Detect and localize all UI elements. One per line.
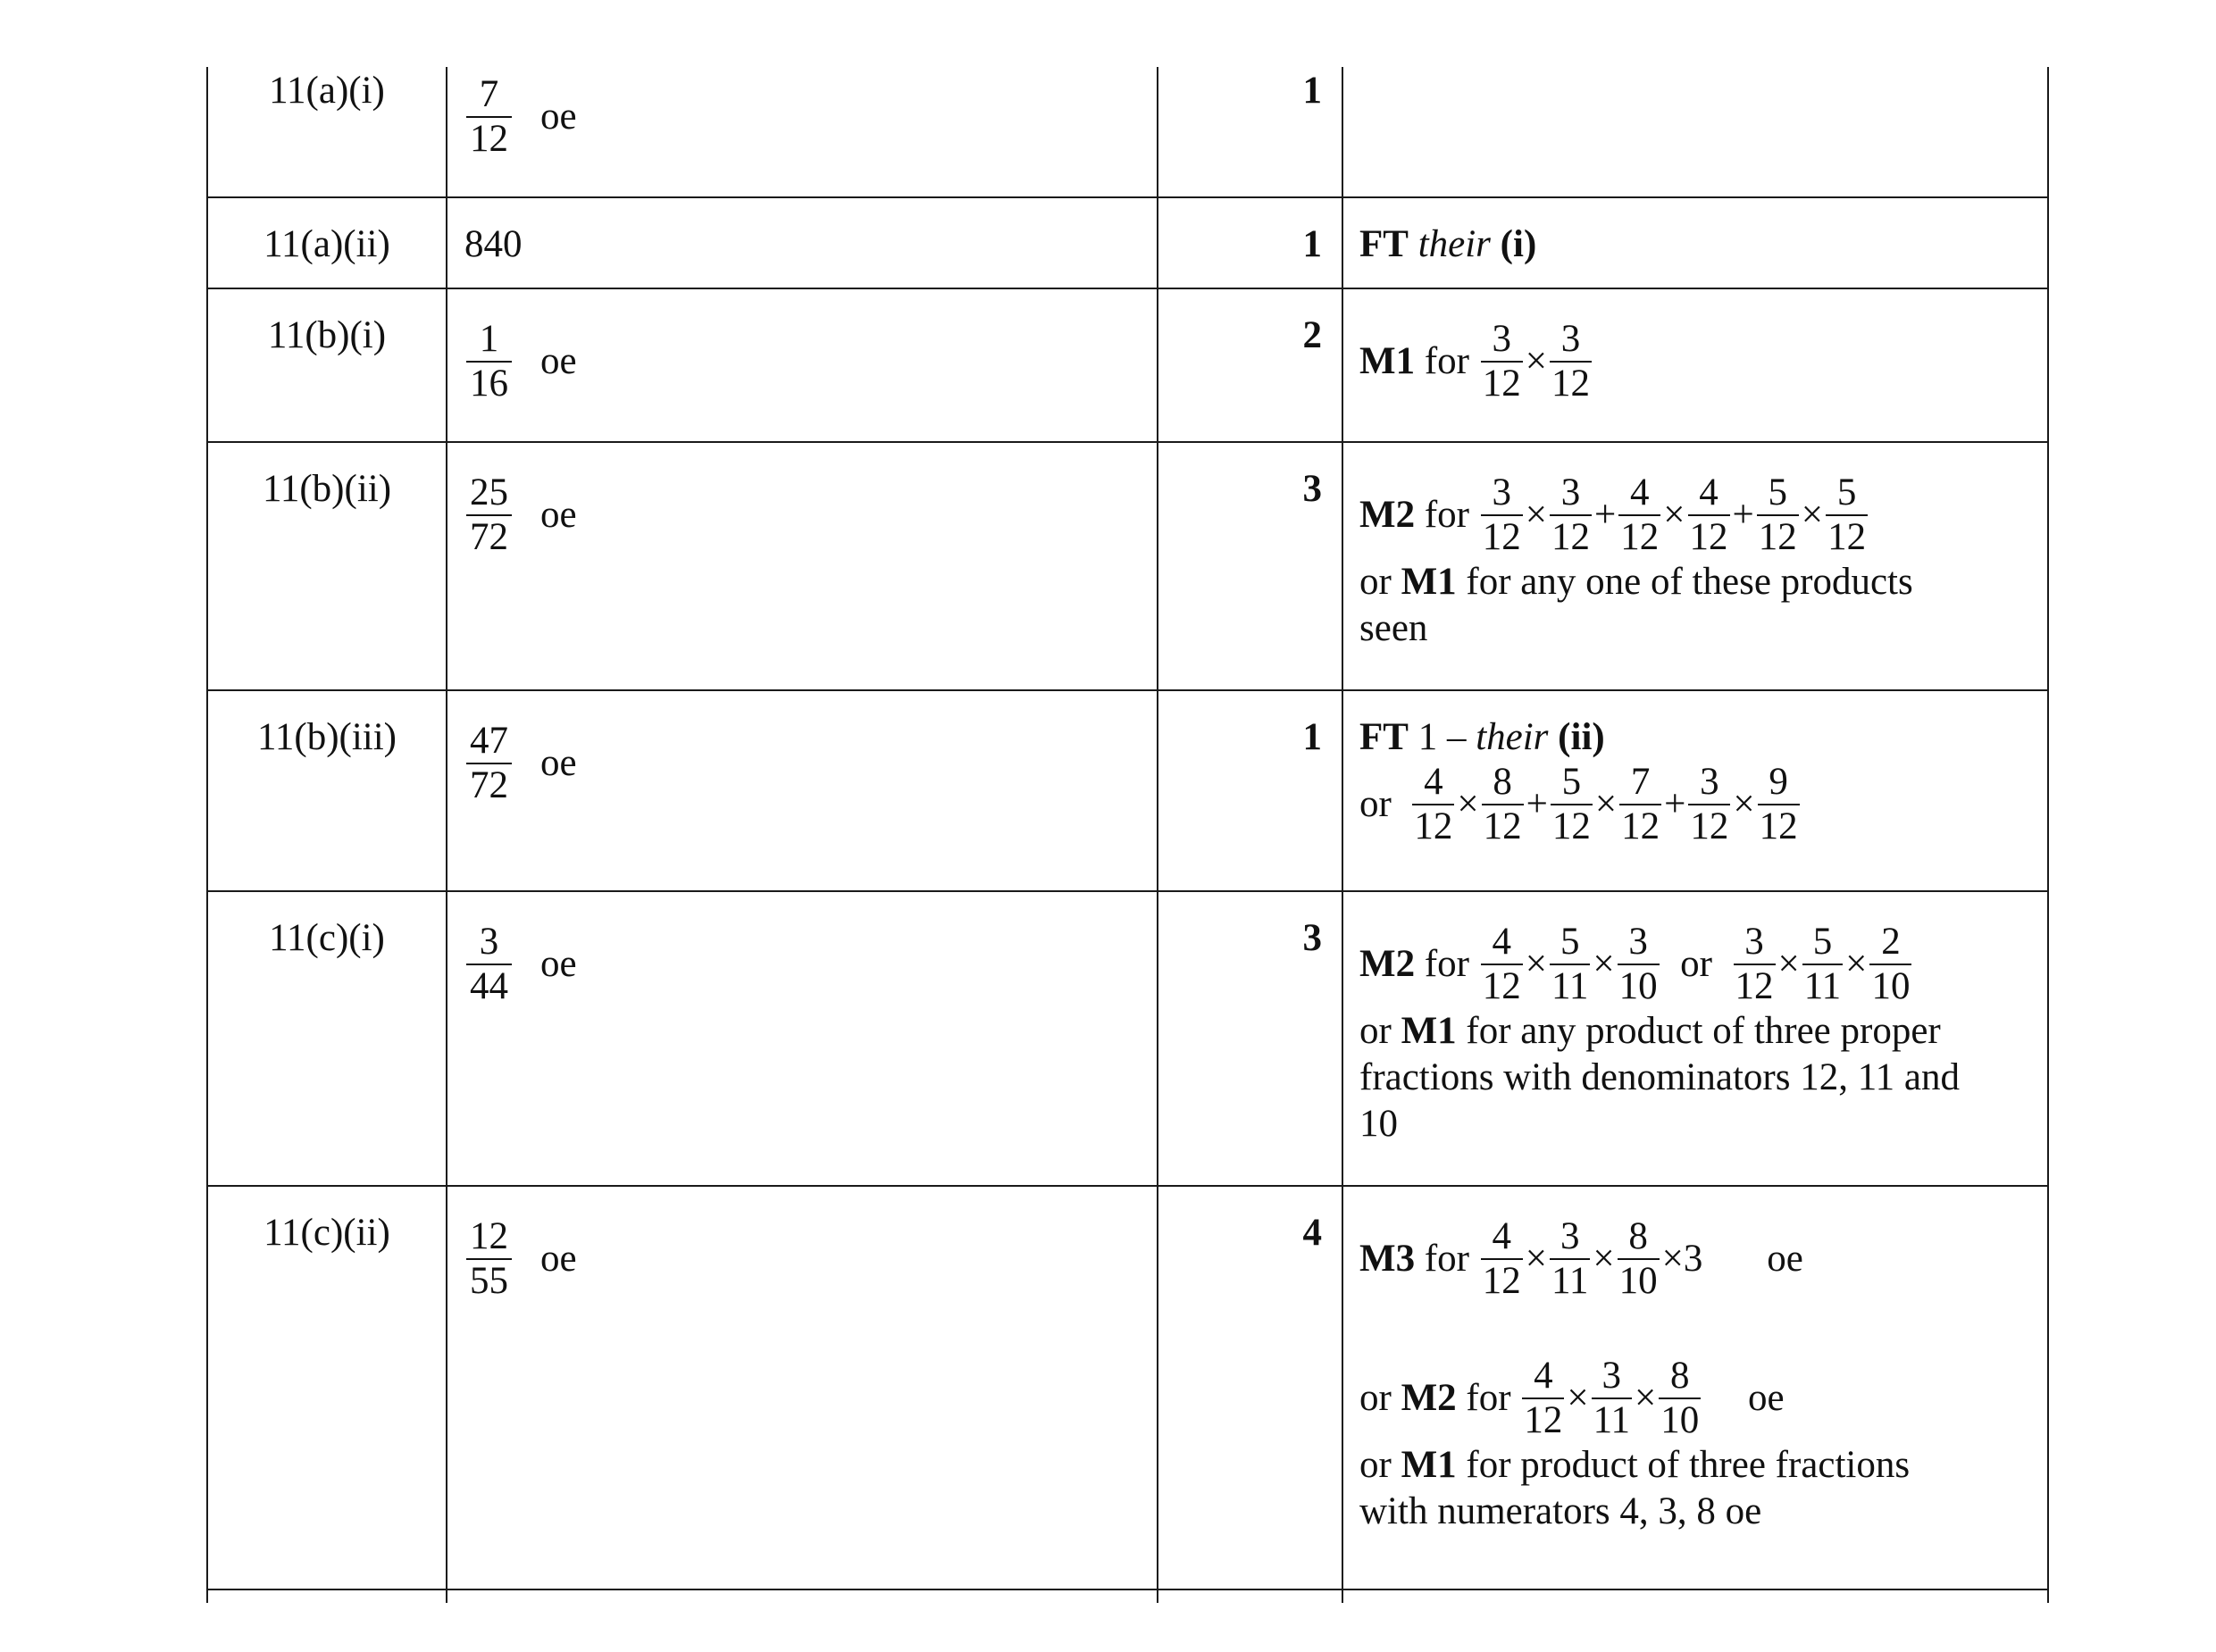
question-number: 11(c)(i) bbox=[269, 917, 385, 959]
question-number: 11(b)(i) bbox=[267, 314, 387, 356]
row-divider bbox=[206, 1185, 2049, 1187]
oe-label: oe bbox=[540, 742, 577, 784]
answer-cell bbox=[464, 73, 577, 161]
oe-label: oe bbox=[540, 1238, 577, 1280]
answer-cell bbox=[464, 921, 577, 1008]
marks-value: 1 bbox=[1302, 223, 1322, 265]
answer-fraction: $\frac{25}{72}$ bbox=[466, 471, 512, 559]
guidance-cell: M1 for $\frac{3}{12}$ × $\frac{3}{12}$ bbox=[1359, 318, 1590, 405]
col-border-right bbox=[2047, 67, 2049, 1603]
col-border-question bbox=[446, 67, 447, 1603]
marks-value: 2 bbox=[1302, 314, 1322, 356]
answer-cell bbox=[464, 720, 577, 807]
col-border-marks bbox=[1342, 67, 1343, 1603]
answer-fraction: $\frac{12}{55}$ bbox=[466, 1215, 512, 1303]
guidance-cell: M3 for $\frac{4}{12}$ × $\frac{3}{11}$ × $\frac{8}{10}$ ×3 oe or M2 for $\frac{4}{12}$ × $\frac{3}{11}$ × $\frac{8}{10}$ oe or M1 for product of three fractions with numerators 4, 3, 8 oe bbox=[1359, 1215, 1911, 1532]
guidance-cell: M2 for $\frac{3}{12}$ × $\frac{3}{12}$ + $\frac{4}{12}$ × $\frac{4}{12}$ + $\frac{5}{12}$ × $\frac{5}{12}$ or M1 for any one of these products seen bbox=[1359, 471, 1913, 649]
marks-value: 4 bbox=[1302, 1212, 1322, 1254]
guidance-cell: FT 1 – their (ii) or $\frac{4}{12}$ × $\frac{8}{12}$ + $\frac{5}{12}$ × $\frac{7}{12}$ + $\frac{3}{12}$ × $\frac{9}{12}$ bbox=[1359, 716, 1798, 847]
answer-cell bbox=[464, 471, 577, 559]
col-border-answer bbox=[1157, 67, 1158, 1603]
answer-fraction: $\frac{47}{72}$ bbox=[466, 720, 512, 807]
oe-label: oe bbox=[540, 96, 577, 138]
question-number: 11(b)(iii) bbox=[256, 716, 397, 758]
guidance-cell: M2 for $\frac{4}{12}$ × $\frac{5}{11}$ × $\frac{3}{10}$ or $\frac{3}{12}$ × $\frac{5}{11}$ × $\frac{2}{10}$ or M1 for any product of three proper fractions with denominators 12, 11 and 10 bbox=[1359, 921, 1960, 1145]
question-number: 11(a)(i) bbox=[269, 70, 385, 112]
question-number: 11(b)(ii) bbox=[262, 468, 392, 510]
guidance-cell: FT their (i) bbox=[1359, 223, 1537, 265]
row-divider bbox=[206, 890, 2049, 892]
marks-value: 1 bbox=[1302, 70, 1322, 112]
row-divider bbox=[206, 196, 2049, 198]
row-divider bbox=[206, 1589, 2049, 1590]
oe-label: oe bbox=[540, 943, 577, 985]
answer-cell: 840 bbox=[464, 223, 523, 265]
answer-cell bbox=[464, 318, 577, 405]
answer-cell bbox=[464, 1215, 577, 1303]
question-number: 11(c)(ii) bbox=[263, 1212, 390, 1254]
answer-fraction: $\frac{7}{12}$ bbox=[466, 73, 512, 161]
question-number: 11(a)(ii) bbox=[263, 223, 390, 265]
marks-value: 3 bbox=[1302, 917, 1322, 959]
row-divider bbox=[206, 441, 2049, 443]
oe-label: oe bbox=[540, 494, 577, 536]
oe-label: oe bbox=[540, 340, 577, 382]
marks-value: 1 bbox=[1302, 716, 1322, 758]
marks-value: 3 bbox=[1302, 468, 1322, 510]
row-divider bbox=[206, 288, 2049, 289]
answer-fraction: $\frac{3}{44}$ bbox=[466, 921, 512, 1008]
answer-fraction: $\frac{1}{16}$ bbox=[466, 318, 512, 405]
col-border-left bbox=[206, 67, 208, 1603]
row-divider bbox=[206, 689, 2049, 691]
